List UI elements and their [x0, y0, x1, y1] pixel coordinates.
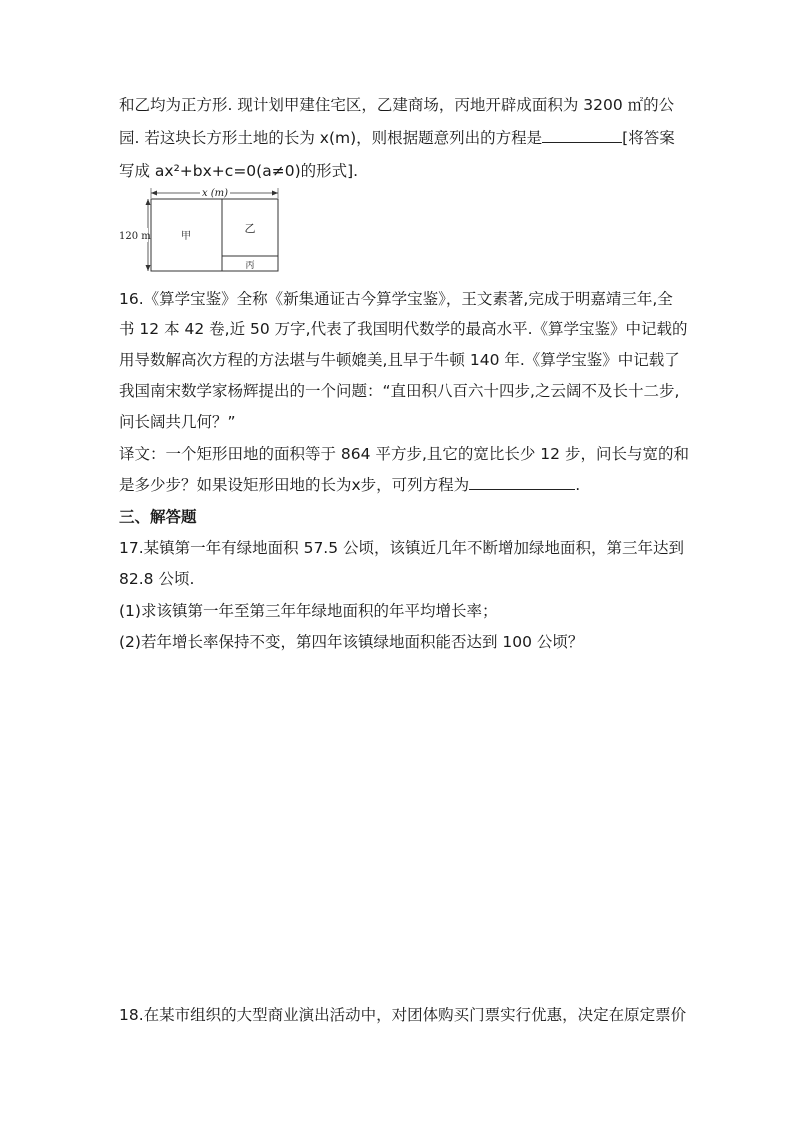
q16-line3: 用导数解高次方程的方法堪与牛顿媲美,且早于牛顿 140 年.《算学宝鉴》中记载了: [119, 351, 680, 369]
q16-line4: 我国南宋数学家杨辉提出的一个问题：“直田积八百六十四步,之云阔不及长十二步,: [119, 382, 680, 400]
q15-line1: 和乙均为正方形. 现计划甲建住宅区，乙建商场，丙地开辟成面积为 3200 ㎡的公: [119, 96, 675, 114]
q17-line1: 17.某镇第一年有绿地面积 57.5 公顷，该镇近几年不断增加绿地面积，第三年达到: [119, 539, 685, 557]
q16-line7-text: 是多少步？如果设矩形田地的长为x步，可列方程为: [119, 476, 470, 494]
q17-line2: 82.8 公顷.: [119, 570, 195, 588]
q18-line1: 18.在某市组织的大型商业演出活动中，对团体购买门票实行优惠，决定在原定票价: [119, 1006, 687, 1024]
q15-line3: 写成 ax²+bx+c=0(a≠0)的形式].: [119, 162, 359, 180]
land-diagram: [118, 184, 288, 276]
region-bing-label: 丙: [245, 261, 255, 271]
q16-line2: 书 12 本 42 卷,近 50 万字,代表了我国明代数学的最高水平.《算学宝鉴》中记载的: [119, 320, 688, 338]
region-jia-label: 甲: [181, 231, 191, 242]
q15-answer-blank: [542, 128, 622, 143]
q15-line2-tail: [将答案: [622, 129, 675, 147]
width-label: x (m): [201, 188, 229, 199]
q17-part1: (1)求该镇第一年至第三年年绿地面积的年平均增长率；: [119, 602, 498, 620]
q16-line7-tail: .: [575, 476, 581, 494]
q16-line6: 译文：一个矩形田地的面积等于 864 平方步,且它的宽比长少 12 步，问长与宽的和: [119, 445, 689, 463]
q16-line5: 问长阔共几何？”: [119, 413, 236, 431]
q17-part2: (2)若年增长率保持不变，第四年该镇绿地面积能否达到 100 公顷？: [119, 633, 584, 651]
section-heading: 三、解答题: [119, 508, 197, 526]
q15-line2: [119, 128, 675, 148]
region-yi-label: 乙: [244, 222, 256, 235]
q16-line1: 16.《算学宝鉴》全称《新集通证古今算学宝鉴》，王文素著,完成于明嘉靖三年,全: [119, 290, 673, 308]
q16-answer-blank: [469, 475, 575, 490]
q16-line7: [119, 475, 580, 495]
height-label: 120 m: [119, 231, 151, 242]
q15-line2-text: 园. 若这块长方形土地的长为 x(m)，则根据题意列出的方程是: [119, 129, 543, 147]
